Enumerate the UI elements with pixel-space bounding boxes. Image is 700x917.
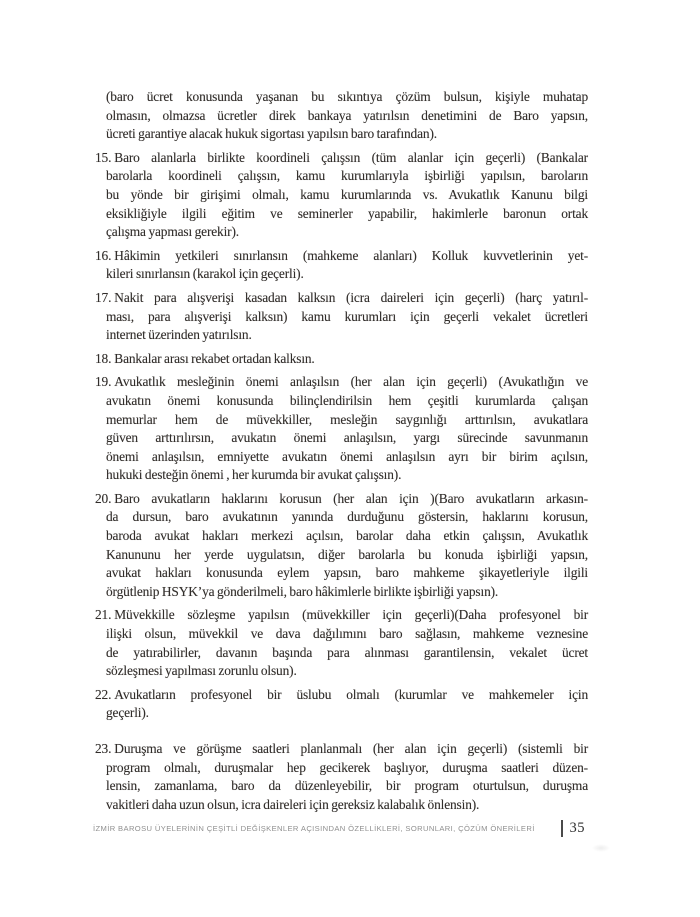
text-line: da dursun, baro avukatının yanında durduğunu göstersin, haklarını korusun, xyxy=(106,509,588,525)
list-item-15 xyxy=(95,149,588,242)
text-line: barolarla koordineli çalışsın, kamu kurumlarıyla işbirliği yapılsın, baroların xyxy=(106,168,588,184)
text-line: vakitleri daha uzun olsun, icra daireleri için gereksiz kalabalık önlensin). xyxy=(106,796,480,812)
text-line: kileri sınırlansın (karakol için geçerli). xyxy=(106,266,304,282)
text-line: ilişki olsun, müvekkil ve dava dağılımını baro sağlasın, mahkeme veznesine xyxy=(106,626,588,642)
text-line xyxy=(95,606,588,625)
page-number: 35 xyxy=(569,819,585,836)
item-number: 17. xyxy=(95,289,112,305)
item-text: Duruşma ve görüşme saatleri planlanmalı (her alan için geçerli) (sistemli bir xyxy=(114,741,588,756)
item-number: 22. xyxy=(95,686,112,702)
list-item-19 xyxy=(95,373,588,485)
page-footer xyxy=(93,818,585,838)
list-item-21 xyxy=(95,606,588,680)
text-line: ücreti garantiye alacak hukuk sigortası yapılsın baro tarafından). xyxy=(106,126,437,142)
text-line: hukuki desteğin önemi , her kurumda bir avukat çalışsın). xyxy=(106,467,402,483)
footer-running-title: İZMİR BAROSU ÜYELERİNİN ÇEŞİTLİ DEĞİŞKENLER AÇISINDAN ÖZELLİKLERİ, SORUNLARI, ÇÖZÜM ÖNERİLERİ xyxy=(93,823,535,833)
list-item-16 xyxy=(95,247,588,284)
text-line: lensin, zamanlama, baro da düzenleyebilir, bir program oturtulsun, duruşma xyxy=(106,778,588,794)
continuation-paragraph xyxy=(95,88,588,144)
item-number: 18. xyxy=(95,350,112,366)
text-line: olmasın, olmazsa ücretler direk bankaya yatırılsın denetimini de Baro yapsın, xyxy=(106,107,588,123)
item-text: Müvekkille sözleşme yapılsın (müvekkiller için geçerli)(Daha profesyonel bir xyxy=(114,607,588,623)
list-item-18 xyxy=(95,350,588,369)
text-line xyxy=(95,350,588,369)
text-line: (baro ücret konusunda yaşanan bu sıkıntıya çözüm bulsun, kişiyle muhatap xyxy=(106,89,588,104)
list-item-20 xyxy=(95,490,588,602)
text-line: önemi anlaşılsın, emniyette avukatın önemi anlaşılsın ayrı bir birim açılsın, xyxy=(106,448,588,464)
item-number: 19. xyxy=(95,374,112,390)
text-line xyxy=(95,289,588,308)
item-text: Nakit para alışverişi kasadan kalksın (icra daireleri için geçerli) (harç yatırıl- xyxy=(114,289,588,305)
text-line xyxy=(95,686,588,705)
text-line: program olmalı, duruşmalar hep gecikerek başlıyor, duruşma saatleri düzen- xyxy=(106,759,588,775)
text-line: Kanununu her yerde uygulatsın, diğer barolarla bu konuda işbirliği yapsın, xyxy=(106,546,588,562)
text-line: ması, para alışverişi kalksın) kamu kurumları için geçerli vekalet ücretleri xyxy=(106,308,588,324)
text-line: bu yönde bir girişimi olmalı, kamu kurumlarında vs. Avukatlık Kanunu bilgi xyxy=(106,186,588,202)
text-line xyxy=(95,373,588,392)
text-line: geçerli). xyxy=(106,705,149,721)
scan-smudge xyxy=(592,844,610,852)
text-line: memurlar hem de müvekkiller, mesleğin saygınlığı arttırılsın, avukatlara xyxy=(106,411,588,427)
text-line: eksikliğiyle ilgili eğitim ve seminerler yapabilir, hakimlerle baronun ortak xyxy=(106,205,588,221)
text-line: güven arttırılırsın, avukatın önemi anlaşılsın, yargı sürecinde savunmanın xyxy=(106,430,588,446)
item-text: Baro alanlarla birlikte koordineli çalışsın (tüm alanlar için geçerli) (Bankalar xyxy=(114,149,588,165)
text-line: çalışma yapması gerekir). xyxy=(106,224,239,240)
text-line: avukat hakları konusunda eylem yapsın, baro mahkeme şikayetleriyle ilgili xyxy=(106,565,588,581)
text-line: de yatırabilirler, davanın başında para alınması garantilensin, vekalet ücret xyxy=(106,644,588,660)
list-item-17 xyxy=(95,289,588,345)
text-line xyxy=(95,247,588,266)
text-line: internet üzerinden yatırılsın. xyxy=(106,327,252,343)
text-line xyxy=(95,149,588,168)
item-number: 20. xyxy=(95,490,112,506)
text-line xyxy=(95,490,588,509)
footer-divider xyxy=(561,820,562,837)
item-text: Baro avukatların haklarını korusun (her alan için )(Baro avukatların arkasın- xyxy=(114,490,588,506)
text-line: örgütlenip HSYK’ya gönderilmeli, baro hâkimlerle birlikte işbirliği yapsın). xyxy=(106,583,499,599)
text-line: sözleşmesi yapılması zorunlu olsun). xyxy=(106,663,297,679)
text-line xyxy=(95,740,588,759)
text-line: baroda avukat hakları merkezi açılsın, barolar daha etkin çalışsın, Avukatlık xyxy=(106,528,588,544)
text-line: avukatın önemi konusunda bilinçlendirilsin hem çeşitli kurumlarda çalışan xyxy=(106,392,588,408)
list-item-22 xyxy=(95,686,588,723)
item-number: 16. xyxy=(95,247,112,263)
item-number: 23. xyxy=(95,741,112,756)
item-number: 21. xyxy=(95,607,112,623)
item-text: Avukatların profesyonel bir üslubu olmalı (kurumlar ve mahkemeler için xyxy=(114,686,588,702)
item-text: Avukatlık mesleğinin önemi anlaşılsın (her alan için geçerli) (Avukatlığın ve xyxy=(114,374,588,390)
item-text: Hâkimin yetkileri sınırlansın (mahkeme alanları) Kolluk kuvvetlerinin yet- xyxy=(114,247,588,263)
list-item-23 xyxy=(95,740,588,814)
item-text: Bankalar arası rekabet ortadan kalksın. xyxy=(114,350,315,366)
item-number: 15. xyxy=(95,149,112,165)
text-body xyxy=(95,88,588,814)
